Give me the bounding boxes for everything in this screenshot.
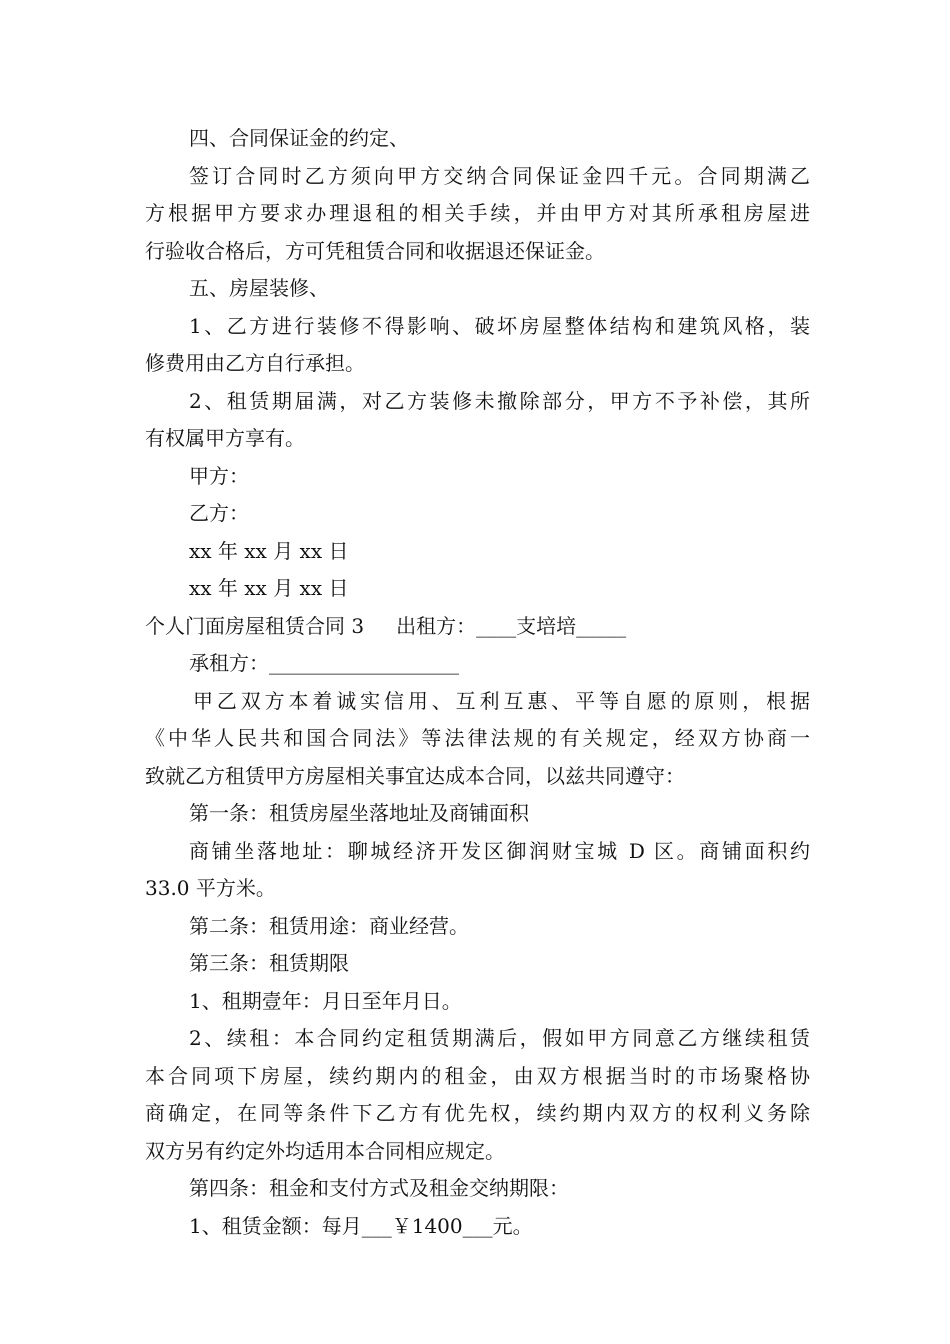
line-text: 方根据甲方要求办理退租的相关手续，并由甲方对其所承租房屋进 xyxy=(145,201,810,225)
text-line xyxy=(145,645,810,683)
text-line xyxy=(145,1133,810,1171)
text-line xyxy=(145,1170,810,1208)
line-text: 乙方： xyxy=(189,501,249,525)
text-line xyxy=(145,158,810,196)
text-line xyxy=(145,833,810,871)
line-text: 第二条：租赁用途：商业经营。 xyxy=(189,913,469,938)
text-line xyxy=(145,533,810,571)
text-line xyxy=(145,945,810,983)
text-line xyxy=(145,720,810,758)
text-line xyxy=(145,1095,810,1133)
line-text: 第一条：租赁房屋坐落地址及商铺面积 xyxy=(189,801,529,825)
text-line xyxy=(145,683,810,721)
text-line xyxy=(145,870,810,908)
text-line xyxy=(145,1208,810,1246)
line-text: 第四条：租金和支付方式及租金交纳期限： xyxy=(189,1176,569,1200)
line-text: 签订合同时乙方须向甲方交纳合同保证金四千元。合同期满乙 xyxy=(189,163,810,188)
line-text: 本合同项下房屋，续约期内的租金，由双方根据当时的市场聚格协 xyxy=(145,1063,810,1088)
text-line xyxy=(145,383,810,421)
line-text: 双方另有约定外均适用本合同相应规定。 xyxy=(145,1138,505,1163)
line-text: 有权属甲方享有。 xyxy=(145,426,305,450)
line-text: 承租方：___________________ xyxy=(189,651,459,675)
line-text: 甲乙双方本着诚实信用、互利互惠、平等自愿的原则，根据 xyxy=(193,688,810,713)
line-text: 2、租赁期届满，对乙方装修未撤除部分，甲方不予补偿，其所 xyxy=(189,388,810,413)
line-text: 商确定，在同等条件下乙方有优先权，续约期内双方的权利义务除 xyxy=(145,1101,810,1125)
text-line xyxy=(145,795,810,833)
text-line xyxy=(145,120,810,158)
line-text: 致就乙方租赁甲方房屋相关事宜达成本合同，以兹共同遵守： xyxy=(145,763,685,788)
line-text: 《中华人民共和国合同法》等法律法规的有关规定，经双方协商一 xyxy=(145,726,810,750)
lessor-line: 出租方：____支培培_____ xyxy=(396,613,627,638)
line-text: xx 年 xx 月 xx 日 xyxy=(189,576,349,600)
line-text: 33.0 平方米。 xyxy=(145,876,276,900)
line-text: 商铺坐落地址：聊城经济开发区御润财宝城 D 区。商铺面积约 xyxy=(189,838,810,863)
text-line xyxy=(145,1058,810,1096)
line-text: 五、房屋装修、 xyxy=(189,276,329,300)
text-line xyxy=(145,270,810,308)
text-line xyxy=(145,758,810,796)
line-text: 四、合同保证金的约定、 xyxy=(189,126,409,150)
text-line xyxy=(145,570,810,608)
text-line xyxy=(145,345,810,383)
line-text: 1、乙方进行装修不得影响、破坏房屋整体结构和建筑风格，装 xyxy=(189,313,810,338)
line-text: xx 年 xx 月 xx 日 xyxy=(189,538,349,563)
text-line xyxy=(145,458,810,496)
line-text: 2、续租：本合同约定租赁期满后，假如甲方同意乙方继续租赁 xyxy=(189,1026,810,1050)
text-line xyxy=(145,195,810,233)
text-line xyxy=(145,495,810,533)
line-text: 修费用由乙方自行承担。 xyxy=(145,351,365,375)
text-line xyxy=(145,908,810,946)
line-text: 1、租期壹年：月日至年月日。 xyxy=(189,988,462,1013)
line-text: 1、租赁金额：每月___￥1400___元。 xyxy=(189,1213,533,1238)
line-text: 个人门面房屋租赁合同 3 xyxy=(145,613,365,638)
text-line xyxy=(145,420,810,458)
line-text: 甲方： xyxy=(189,463,249,488)
text-line xyxy=(145,233,810,271)
text-line xyxy=(145,308,810,346)
text-line xyxy=(145,608,810,646)
text-line xyxy=(145,1020,810,1058)
text-line xyxy=(145,983,810,1021)
line-text: 行验收合格后，方可凭租赁合同和收据退还保证金。 xyxy=(145,238,605,263)
document-body xyxy=(145,120,810,1245)
line-text: 第三条：租赁期限 xyxy=(189,951,349,975)
